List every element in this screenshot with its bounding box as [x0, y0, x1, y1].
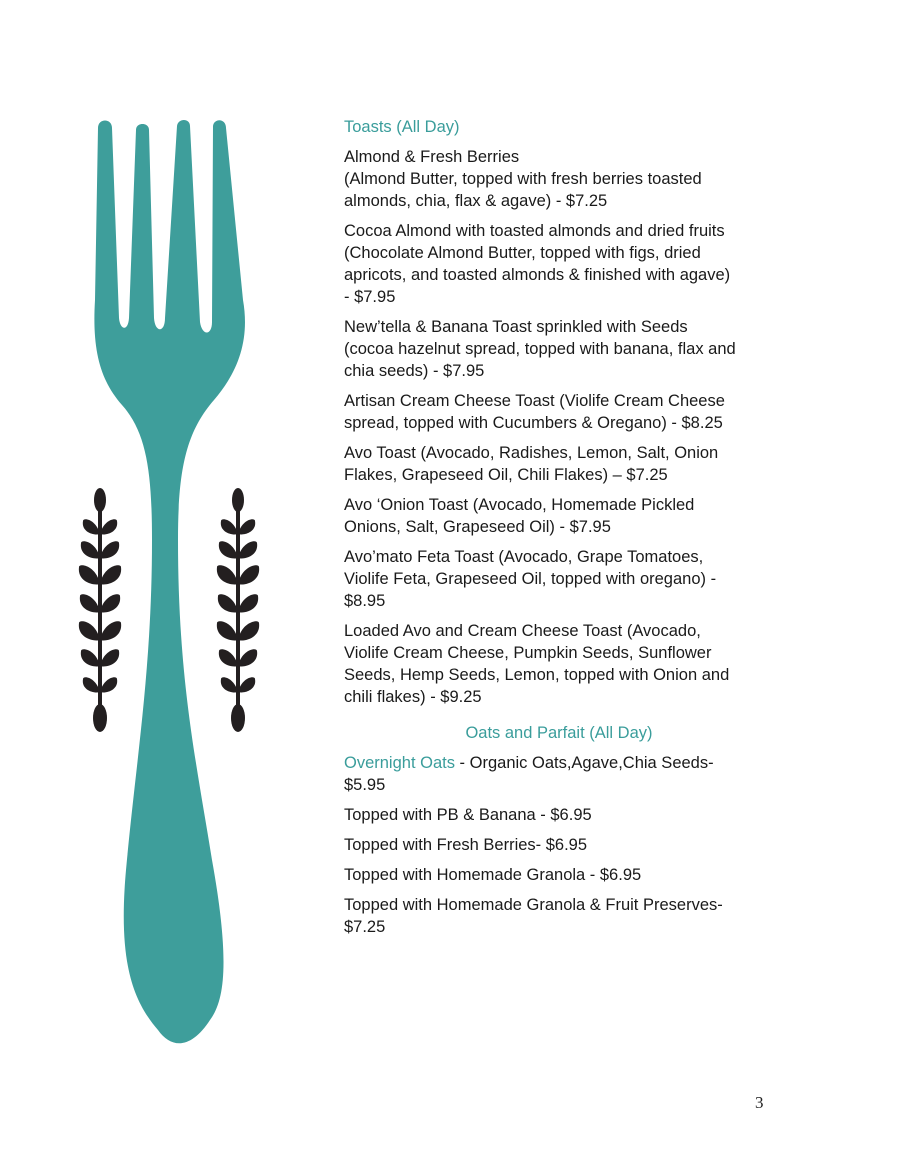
- toast-item-line: (Almond Butter, topped with fresh berries toasted: [344, 170, 702, 188]
- toast-item: [344, 146, 774, 212]
- fork-icon: [94, 120, 245, 1043]
- overnight-oats-label: Overnight Oats: [344, 754, 455, 772]
- sprig-leaf: [100, 519, 117, 534]
- sprig-leaf: [238, 649, 257, 666]
- toast-item: [344, 620, 774, 708]
- toast-item: [344, 220, 774, 308]
- sprig-leaf: [238, 621, 259, 640]
- sprig-leaf: [221, 677, 238, 692]
- toast-item-line: apricots, and toasted almonds & finished with agave): [344, 266, 731, 284]
- toasts-list: [344, 146, 774, 708]
- sprig-bottom-bud: [231, 704, 245, 732]
- oats-item: [344, 834, 774, 856]
- sprig-leaf: [100, 677, 117, 692]
- sprig-top-bud: [94, 488, 106, 512]
- sprig-icon-right: [217, 488, 259, 732]
- oats-item: [344, 804, 774, 826]
- sprig-leaf: [217, 621, 238, 640]
- menu-content: [344, 116, 774, 946]
- sprig-leaf: [219, 649, 238, 666]
- oats-item-line: Topped with Fresh Berries- $6.95: [344, 836, 588, 854]
- toast-item-line: Avo’mato Feta Toast (Avocado, Grape Tomatoes,: [344, 548, 704, 566]
- oats-item-line: $7.25: [344, 918, 386, 936]
- toast-item-line: Artisan Cream Cheese Toast (Violife Cream Cheese: [344, 392, 725, 410]
- toast-item-line: New’tella & Banana Toast sprinkled with Seeds: [344, 318, 688, 336]
- oats-item-line: Topped with Homemade Granola - $6.95: [344, 866, 642, 884]
- oats-item-line: Topped with Homemade Granola & Fruit Preserves-: [344, 896, 723, 914]
- overnight-oats-description: - Organic Oats,Agave,Chia Seeds-: [454, 754, 714, 772]
- toast-item-line: Onions, Salt, Grapeseed Oil) - $7.95: [344, 518, 611, 536]
- sprig-leaf: [238, 519, 255, 534]
- toast-item: [344, 546, 774, 612]
- toast-item-line: Violife Cream Cheese, Pumpkin Seeds, Sunflower: [344, 644, 712, 662]
- toast-item-line: $8.95: [344, 592, 386, 610]
- sprig-leaf: [80, 594, 100, 612]
- overnight-oats-price: $5.95: [344, 776, 386, 794]
- sprig-leaf: [79, 565, 100, 584]
- sprig-leaf: [218, 594, 238, 612]
- toast-item-line: Cocoa Almond with toasted almonds and dried fruits: [344, 222, 725, 240]
- sprig-leaf: [83, 677, 100, 692]
- sprig-leaf: [100, 649, 119, 666]
- toast-item-line: Avo Toast (Avocado, Radishes, Lemon, Salt, Onion: [344, 444, 719, 462]
- toast-item-line: (Chocolate Almond Butter, topped with figs, dried: [344, 244, 701, 262]
- sprig-leaf: [100, 565, 121, 584]
- sprig-leaf: [238, 565, 259, 584]
- toast-item-line: Loaded Avo and Cream Cheese Toast (Avocado,: [344, 622, 701, 640]
- sprig-leaf: [238, 594, 258, 612]
- sprig-leaf: [238, 541, 257, 558]
- toast-item: [344, 316, 774, 382]
- sprig-leaf: [83, 519, 100, 534]
- toast-item-line: (cocoa hazelnut spread, topped with banana, flax and: [344, 340, 736, 358]
- overnight-oats-line: [344, 752, 774, 774]
- sprig-leaf: [100, 541, 119, 558]
- sprig-leaf: [221, 519, 238, 534]
- sprig-icon-left: [79, 488, 121, 732]
- fork-illustration: [0, 0, 330, 1165]
- toast-item: [344, 390, 774, 434]
- sprig-top-bud: [232, 488, 244, 512]
- oats-item-line: Topped with PB & Banana - $6.95: [344, 806, 592, 824]
- oats-item: [344, 894, 774, 938]
- sprig-leaf: [238, 677, 255, 692]
- toast-item-line: chia seeds) - $7.95: [344, 362, 485, 380]
- sprig-leaf: [100, 594, 120, 612]
- sprig-bottom-bud: [93, 704, 107, 732]
- sprig-leaf: [79, 621, 100, 640]
- overnight-oats-item: [344, 752, 774, 796]
- toast-item-line: almonds, chia, flax & agave) - $7.25: [344, 192, 608, 210]
- toast-item-line: Seeds, Hemp Seeds, Lemon, topped with Onion and: [344, 666, 730, 684]
- toast-item-line: Avo ‘Onion Toast (Avocado, Homemade Pickled: [344, 496, 695, 514]
- toast-item-line: Almond & Fresh Berries: [344, 148, 520, 166]
- oats-item: [344, 864, 774, 886]
- toast-item-line: spread, topped with Cucumbers & Oregano) - $8.25: [344, 414, 723, 432]
- toast-item-line: Flakes, Grapeseed Oil, Chili Flakes) – $7.25: [344, 466, 668, 484]
- sprig-leaf: [219, 541, 238, 558]
- toast-item-line: - $7.95: [344, 288, 396, 306]
- sprig-leaf: [81, 541, 100, 558]
- oats-heading: Oats and Parfait (All Day): [465, 724, 653, 742]
- sprig-leaf: [81, 649, 100, 666]
- sprig-leaf: [217, 565, 238, 584]
- toast-item-line: chili flakes) - $9.25: [344, 688, 482, 706]
- page-number: 3: [755, 1093, 764, 1112]
- toast-item: [344, 442, 774, 486]
- toasts-heading: Toasts (All Day): [344, 118, 460, 136]
- toast-item: [344, 494, 774, 538]
- toast-item-line: Violife Feta, Grapeseed Oil, topped with oregano) -: [344, 570, 717, 588]
- oats-list: [344, 804, 774, 938]
- sprig-leaf: [100, 621, 121, 640]
